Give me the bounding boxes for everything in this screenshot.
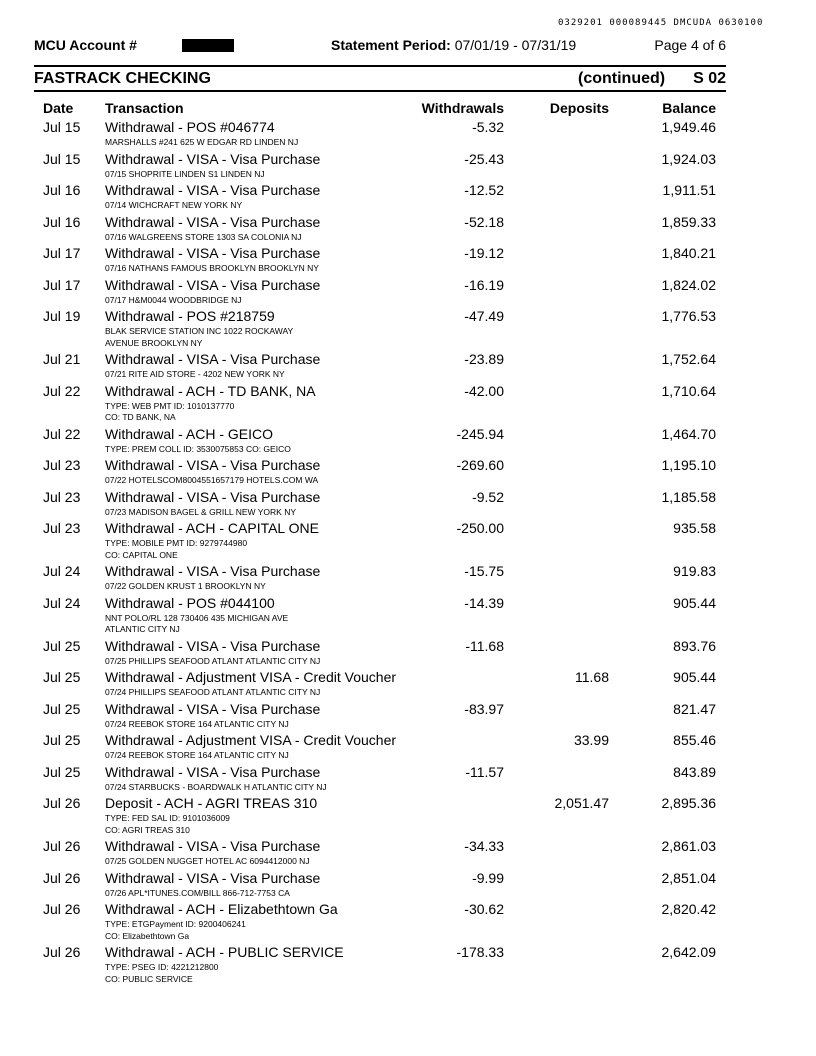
transaction-detail-line: 07/22 GOLDEN KRUST 1 BROOKLYN NY xyxy=(105,581,266,591)
transaction-details xyxy=(34,536,726,563)
transaction-main-line xyxy=(34,870,726,886)
transaction-description: Withdrawal - ACH - PUBLIC SERVICE xyxy=(105,944,344,960)
transaction-detail-line: 07/15 SHOPRITE LINDEN S1 LINDEN NJ xyxy=(105,168,265,179)
transaction-withdrawal: -11.57 xyxy=(465,763,504,780)
transaction-description: Withdrawal - VISA - Visa Purchase xyxy=(105,457,321,473)
transaction-date: Jul 22 xyxy=(43,425,81,442)
transaction-date: Jul 26 xyxy=(43,901,81,917)
transaction-detail-line: TYPE: WEB PMT ID: 1010137770 xyxy=(105,400,235,411)
transaction-detail-line: 07/23 MADISON BAGEL & GRILL NEW YORK NY xyxy=(105,506,296,517)
transaction-detail-line: CO: PUBLIC SERVICE xyxy=(105,973,193,984)
transaction-details xyxy=(34,886,726,902)
transaction-row xyxy=(34,669,726,701)
transaction-date: Jul 24 xyxy=(43,563,81,579)
transaction-description: Withdrawal - VISA - Visa Purchase xyxy=(105,838,321,854)
column-header-transaction: Transaction xyxy=(105,100,184,116)
section-name: FASTRACK CHECKING xyxy=(34,70,211,87)
transaction-description: Withdrawal - VISA - Visa Purchase xyxy=(105,700,321,717)
transaction-detail-line: TYPE: PSEG ID: 4221212800 xyxy=(105,962,219,972)
transaction-detail-line: CO: TD BANK, NA xyxy=(105,412,176,422)
transaction-balance: 2,895.36 xyxy=(661,795,716,811)
transaction-balance: 1,949.46 xyxy=(661,119,716,135)
transaction-main-line xyxy=(34,669,726,685)
transaction-withdrawal: -14.39 xyxy=(464,594,504,611)
transaction-detail-line: 07/25 PHILLIPS SEAFOOD ATLANT ATLANTIC CITY NJ xyxy=(105,655,321,666)
transaction-details xyxy=(34,654,726,670)
transaction-date: Jul 16 xyxy=(43,182,81,198)
transaction-balance: 893.76 xyxy=(673,637,716,654)
transaction-description: Withdrawal - ACH - Elizabethtown Ga xyxy=(105,901,338,917)
transaction-date: Jul 25 xyxy=(43,700,81,717)
transaction-detail-line: AVENUE BROOKLYN NY xyxy=(105,337,203,348)
account-label: MCU Account # xyxy=(34,37,137,53)
transaction-detail-line: TYPE: MOBILE PMT ID: 9279744980 xyxy=(105,538,248,548)
transaction-description: Withdrawal - POS #046774 xyxy=(105,119,275,135)
transaction-row xyxy=(34,245,726,277)
statement-header xyxy=(34,37,726,55)
column-header-balance: Balance xyxy=(662,100,716,116)
transaction-withdrawal: -30.62 xyxy=(464,901,504,917)
transaction-balance: 843.89 xyxy=(673,763,716,780)
transaction-row xyxy=(34,457,726,489)
transaction-row xyxy=(34,764,726,796)
transaction-date: Jul 26 xyxy=(43,944,81,960)
transaction-detail-line: 07/24 REEBOK STORE 164 ATLANTIC CITY NJ xyxy=(105,750,289,760)
transaction-row xyxy=(34,426,726,458)
header-divider xyxy=(34,65,726,67)
transaction-main-line xyxy=(34,944,726,960)
transaction-row xyxy=(34,901,726,944)
transaction-main-line xyxy=(34,838,726,854)
section-divider xyxy=(34,90,726,92)
transaction-detail-line: TYPE: FED SAL ID: 9101036009 xyxy=(105,813,230,823)
transaction-date: Jul 17 xyxy=(43,276,81,293)
transaction-row xyxy=(34,214,726,246)
transaction-date: Jul 26 xyxy=(43,795,81,811)
transaction-list xyxy=(34,119,726,987)
transaction-details xyxy=(34,167,726,183)
transaction-description: Withdrawal - ACH - TD BANK, NA xyxy=(105,382,316,399)
transaction-withdrawal: -269.60 xyxy=(456,457,504,473)
transaction-row xyxy=(34,838,726,870)
transaction-row xyxy=(34,944,726,987)
transaction-withdrawal: -34.33 xyxy=(464,838,504,854)
transaction-withdrawal: -12.52 xyxy=(464,182,504,198)
transaction-main-line xyxy=(34,277,726,293)
transaction-deposit: 33.99 xyxy=(573,732,609,748)
transaction-date: Jul 25 xyxy=(43,763,81,780)
transaction-deposit: 2,051.47 xyxy=(554,795,609,811)
transaction-main-line xyxy=(34,764,726,780)
column-headers xyxy=(34,100,726,116)
transaction-detail-line: 07/17 H&M0044 WOODBRIDGE NJ xyxy=(105,294,242,305)
statement-period-label: Statement Period: xyxy=(331,37,451,53)
column-header-date: Date xyxy=(43,100,74,116)
transaction-withdrawal: -23.89 xyxy=(464,351,504,367)
transaction-description: Withdrawal - VISA - Visa Purchase xyxy=(105,276,321,293)
transaction-date: Jul 15 xyxy=(43,119,81,135)
transaction-description: Withdrawal - POS #218759 xyxy=(105,308,275,324)
transaction-details xyxy=(34,473,726,489)
transaction-detail-line: 07/16 NATHANS FAMOUS BROOKLYN BROOKLYN NY xyxy=(105,263,319,273)
transaction-main-line xyxy=(34,308,726,324)
transaction-detail-line: NNT POLO/RL 128 730406 435 MICHIGAN AVE xyxy=(105,612,289,623)
transaction-balance: 2,642.09 xyxy=(661,944,716,960)
transaction-description: Deposit - ACH - AGRI TREAS 310 xyxy=(105,795,318,811)
transaction-detail-line: 07/26 APL*ITUNES.COM/BILL 866-712-7753 CA xyxy=(105,887,290,898)
transaction-balance: 1,776.53 xyxy=(661,308,716,324)
transaction-balance: 919.83 xyxy=(673,563,716,579)
transaction-details xyxy=(34,854,726,870)
transaction-details xyxy=(34,748,726,764)
transaction-balance: 1,924.03 xyxy=(661,150,716,167)
transaction-date: Jul 25 xyxy=(43,732,81,748)
transaction-detail-line: 07/14 WICHCRAFT NEW YORK NY xyxy=(105,200,243,210)
micr-line: 0329201 000089445 DMCUDA 0630100 xyxy=(558,18,764,28)
transaction-date: Jul 23 xyxy=(43,457,81,473)
transaction-detail-line: CO: CAPITAL ONE xyxy=(105,549,178,560)
transaction-date: Jul 21 xyxy=(43,351,81,367)
transaction-main-line xyxy=(34,520,726,536)
transaction-detail-line: 07/24 REEBOK STORE 164 ATLANTIC CITY NJ xyxy=(105,718,289,729)
transaction-description: Withdrawal - VISA - Visa Purchase xyxy=(105,763,321,780)
transaction-details xyxy=(34,324,726,351)
transaction-details xyxy=(34,135,726,151)
transaction-date: Jul 23 xyxy=(43,488,81,505)
transaction-main-line xyxy=(34,638,726,654)
column-header-withdrawals: Withdrawals xyxy=(421,100,504,116)
transaction-balance: 1,195.10 xyxy=(661,457,716,473)
transaction-date: Jul 17 xyxy=(43,245,81,261)
transaction-withdrawal: -250.00 xyxy=(456,520,504,536)
transaction-main-line xyxy=(34,245,726,261)
transaction-balance: 2,861.03 xyxy=(661,838,716,854)
transaction-details xyxy=(34,293,726,309)
transaction-detail-line: CO: AGRI TREAS 310 xyxy=(105,824,190,835)
transaction-details xyxy=(34,505,726,521)
transaction-balance: 1,464.70 xyxy=(661,425,716,442)
transaction-balance: 1,911.51 xyxy=(662,182,716,198)
transaction-main-line xyxy=(34,457,726,473)
transaction-row xyxy=(34,795,726,838)
transaction-detail-line: MARSHALLS #241 625 W EDGAR RD LINDEN NJ xyxy=(105,137,299,147)
transaction-row xyxy=(34,520,726,563)
transaction-main-line xyxy=(34,795,726,811)
transaction-main-line xyxy=(34,151,726,167)
transaction-balance: 935.58 xyxy=(673,520,716,536)
transaction-withdrawal: -9.52 xyxy=(472,488,504,505)
transaction-balance: 855.46 xyxy=(673,732,716,748)
transaction-balance: 2,820.42 xyxy=(661,901,716,917)
transaction-balance: 1,752.64 xyxy=(661,351,716,367)
transaction-withdrawal: -19.12 xyxy=(464,245,504,261)
transaction-row xyxy=(34,732,726,764)
transaction-balance: 1,859.33 xyxy=(661,213,716,230)
transaction-description: Withdrawal - ACH - CAPITAL ONE xyxy=(105,520,319,536)
transaction-balance: 1,840.21 xyxy=(661,245,716,261)
transaction-details xyxy=(34,198,726,214)
transaction-date: Jul 16 xyxy=(43,213,81,230)
transaction-row xyxy=(34,563,726,595)
transaction-main-line xyxy=(34,901,726,917)
transaction-details xyxy=(34,579,726,595)
transaction-balance: 1,710.64 xyxy=(661,382,716,399)
transaction-detail-line: 07/22 HOTELSCOM8004551657179 HOTELS.COM WA xyxy=(105,475,319,485)
transaction-details xyxy=(34,442,726,458)
transaction-date: Jul 19 xyxy=(43,308,81,324)
transaction-details xyxy=(34,230,726,246)
column-header-deposits: Deposits xyxy=(549,100,609,116)
transaction-withdrawal: -83.97 xyxy=(464,700,504,717)
transaction-details xyxy=(34,611,726,638)
transaction-description: Withdrawal - VISA - Visa Purchase xyxy=(105,245,321,261)
transaction-description: Withdrawal - VISA - Visa Purchase xyxy=(105,213,321,230)
transaction-description: Withdrawal - VISA - Visa Purchase xyxy=(105,637,321,654)
transaction-withdrawal: -245.94 xyxy=(456,425,504,442)
transaction-date: Jul 24 xyxy=(43,594,81,611)
transaction-row xyxy=(34,119,726,151)
transaction-main-line xyxy=(34,489,726,505)
transaction-withdrawal: -5.32 xyxy=(472,119,504,135)
transaction-date: Jul 25 xyxy=(43,637,81,654)
transaction-main-line xyxy=(34,351,726,367)
transaction-withdrawal: -42.00 xyxy=(464,382,504,399)
transaction-description: Withdrawal - VISA - Visa Purchase xyxy=(105,182,321,198)
transaction-row xyxy=(34,701,726,733)
transaction-deposit: 11.68 xyxy=(575,669,609,685)
transaction-withdrawal: -15.75 xyxy=(464,563,504,579)
transaction-withdrawal: -47.49 xyxy=(464,308,504,324)
transaction-detail-line: 07/16 WALGREENS STORE 1303 SA COLONIA NJ xyxy=(105,231,302,242)
transaction-balance: 905.44 xyxy=(673,669,716,685)
transaction-detail-line: ATLANTIC CITY NJ xyxy=(105,624,180,634)
section-title-bar xyxy=(34,70,726,90)
transaction-row xyxy=(34,638,726,670)
transaction-detail-line: 07/24 STARBUCKS - BOARDWALK H ATLANTIC CITY NJ xyxy=(105,781,327,792)
transaction-details xyxy=(34,261,726,277)
transaction-description: Withdrawal - ACH - GEICO xyxy=(105,425,274,442)
transaction-detail-line: BLAK SERVICE STATION INC 1022 ROCKAWAY xyxy=(105,326,294,336)
transaction-withdrawal: -9.99 xyxy=(472,869,504,886)
transaction-date: Jul 22 xyxy=(43,382,81,399)
transaction-withdrawal: -178.33 xyxy=(456,944,504,960)
transaction-row xyxy=(34,870,726,902)
statement-period-value: 07/01/19 - 07/31/19 xyxy=(454,37,577,53)
transaction-balance: 1,824.02 xyxy=(661,276,716,293)
transaction-detail-line: 07/21 RITE AID STORE - 4202 NEW YORK NY xyxy=(105,369,285,379)
transaction-description: Withdrawal - POS #044100 xyxy=(105,594,275,611)
transaction-row xyxy=(34,595,726,638)
transaction-description: Withdrawal - VISA - Visa Purchase xyxy=(105,869,321,886)
transaction-main-line xyxy=(34,383,726,399)
transaction-row xyxy=(34,277,726,309)
transaction-date: Jul 26 xyxy=(43,869,81,886)
transaction-withdrawal: -11.68 xyxy=(465,637,504,654)
page-indicator: Page 4 of 6 xyxy=(654,37,726,53)
transaction-main-line xyxy=(34,701,726,717)
transaction-date: Jul 26 xyxy=(43,838,81,854)
transaction-details xyxy=(34,685,726,701)
transaction-balance: 1,185.58 xyxy=(661,488,716,505)
transaction-details xyxy=(34,780,726,796)
transaction-row xyxy=(34,383,726,426)
transaction-detail-line: 07/25 GOLDEN NUGGET HOTEL AC 6094412000 NJ xyxy=(105,856,310,866)
transaction-row xyxy=(34,351,726,383)
transaction-detail-line: 07/24 PHILLIPS SEAFOOD ATLANT ATLANTIC CITY NJ xyxy=(105,687,321,697)
transaction-date: Jul 23 xyxy=(43,520,81,536)
transaction-detail-line: TYPE: PREM COLL ID: 3530075853 CO: GEICO xyxy=(105,443,291,454)
transaction-withdrawal: -52.18 xyxy=(464,213,504,230)
transaction-details xyxy=(34,811,726,838)
transaction-balance: 905.44 xyxy=(673,594,716,611)
transaction-date: Jul 15 xyxy=(43,150,81,167)
transaction-row xyxy=(34,308,726,351)
transaction-main-line xyxy=(34,595,726,611)
transaction-main-line xyxy=(34,214,726,230)
transaction-row xyxy=(34,489,726,521)
statement-period xyxy=(331,37,576,53)
transaction-details xyxy=(34,960,726,987)
transaction-details xyxy=(34,917,726,944)
transaction-detail-line: CO: Elizabethtown Ga xyxy=(105,930,190,941)
transaction-main-line xyxy=(34,563,726,579)
transaction-details xyxy=(34,717,726,733)
transaction-description: Withdrawal - VISA - Visa Purchase xyxy=(105,488,321,505)
transaction-details xyxy=(34,367,726,383)
transaction-description: Withdrawal - Adjustment VISA - Credit Voucher xyxy=(105,669,397,685)
transaction-description: Withdrawal - VISA - Visa Purchase xyxy=(105,351,321,367)
transaction-description: Withdrawal - Adjustment VISA - Credit Voucher xyxy=(105,732,397,748)
transaction-row xyxy=(34,151,726,183)
transaction-balance: 2,851.04 xyxy=(661,869,716,886)
section-code: S 02 xyxy=(693,70,726,87)
transaction-main-line xyxy=(34,119,726,135)
redacted-account-number xyxy=(182,39,234,52)
transaction-description: Withdrawal - VISA - Visa Purchase xyxy=(105,563,321,579)
transaction-description: Withdrawal - VISA - Visa Purchase xyxy=(105,150,321,167)
transaction-withdrawal: -16.19 xyxy=(464,276,504,293)
transaction-row xyxy=(34,182,726,214)
transaction-main-line xyxy=(34,732,726,748)
section-continued: (continued) xyxy=(578,70,666,87)
transaction-main-line xyxy=(34,426,726,442)
transaction-date: Jul 25 xyxy=(43,669,81,685)
transaction-main-line xyxy=(34,182,726,198)
transaction-withdrawal: -25.43 xyxy=(464,150,504,167)
transaction-balance: 821.47 xyxy=(673,700,716,717)
transaction-detail-line: TYPE: ETGPayment ID: 9200406241 xyxy=(105,919,246,929)
transaction-details xyxy=(34,399,726,426)
